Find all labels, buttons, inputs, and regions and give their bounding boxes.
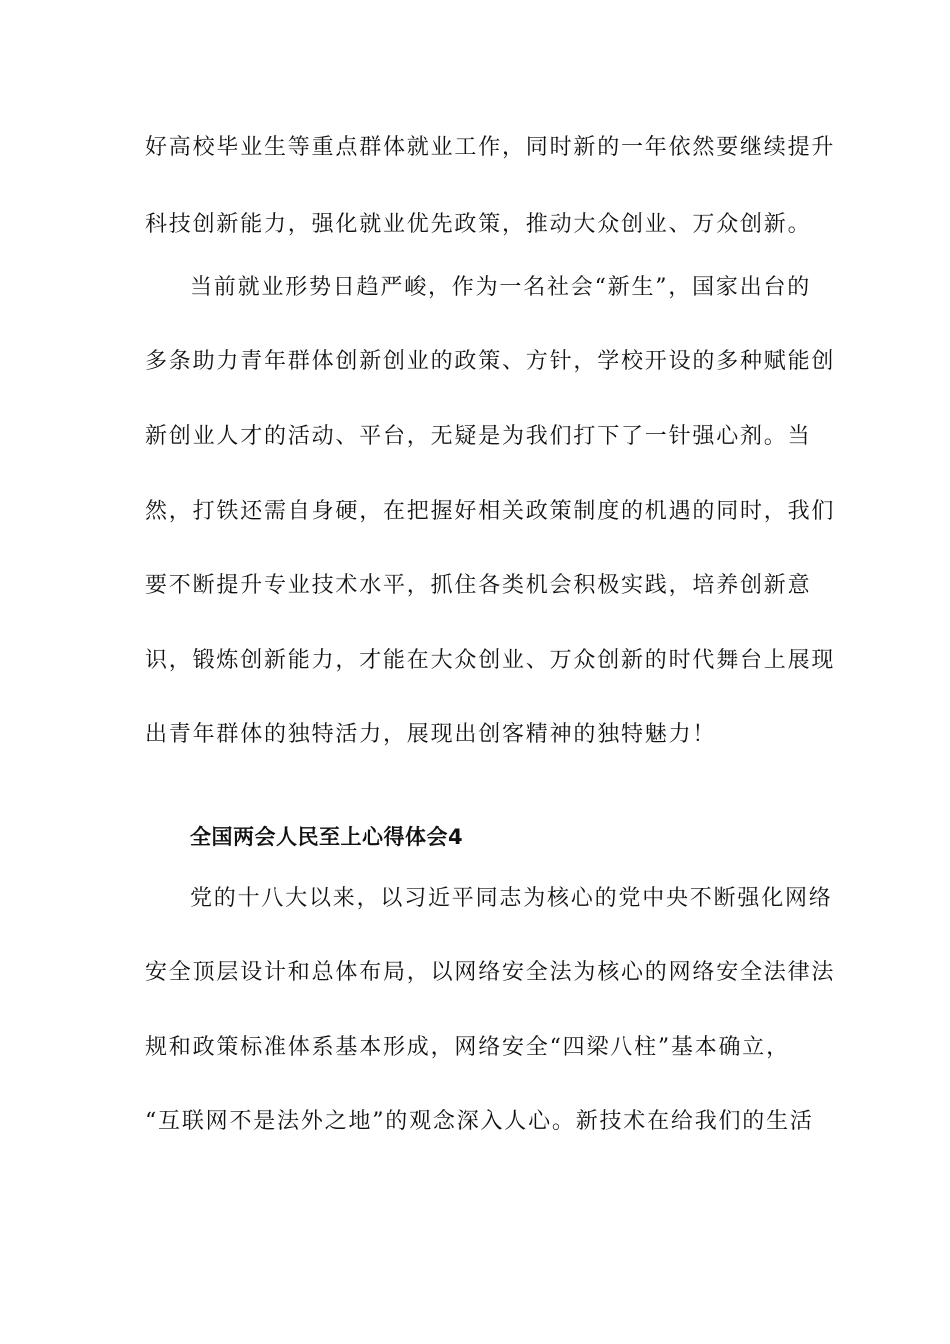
text-line: 好高校毕业生等重点群体就业工作，同时新的一年依然要继续提升 (145, 135, 836, 160)
text-line: 当前就业形势日趋严峻，作为一名社会“新生”，国家出台的 (190, 275, 812, 300)
text-line: 安全顶层设计和总体布局，以网络安全法为核心的网络安全法律法 (145, 960, 836, 985)
text-line: 识，锻炼创新能力，才能在大众创业、万众创新的时代舞台上展现 (145, 648, 836, 673)
text-line: 要不断提升专业技术水平，抓住各类机会积极实践，培养创新意 (145, 573, 812, 598)
text-line: 科技创新能力，强化就业优先政策，推动大众创业、万众创新。 (145, 212, 812, 237)
text-line: 出青年群体的独特活力，展现出创客精神的独特魅力！ (145, 722, 717, 747)
text-line: 多条助力青年群体创新创业的政策、方针，学校开设的多种赋能创 (145, 349, 836, 374)
text-line: 党的十八大以来，以习近平同志为核心的党中央不断强化网络 (190, 886, 833, 911)
text-line: 新创业人才的活动、平台，无疑是为我们打下了一针强心剂。当 (145, 424, 812, 449)
text-line: 规和政策标准体系基本形成，网络安全“四梁八柱”基本确立， (145, 1035, 790, 1060)
text-line: 然，打铁还需自身硬，在把握好相关政策制度的机遇的同时，我们 (145, 499, 836, 524)
section-heading: 全国两会人民至上心得体会4 (190, 825, 464, 849)
text-line: “互联网不是法外之地”的观念深入人心。新技术在给我们的生活 (145, 1109, 814, 1134)
